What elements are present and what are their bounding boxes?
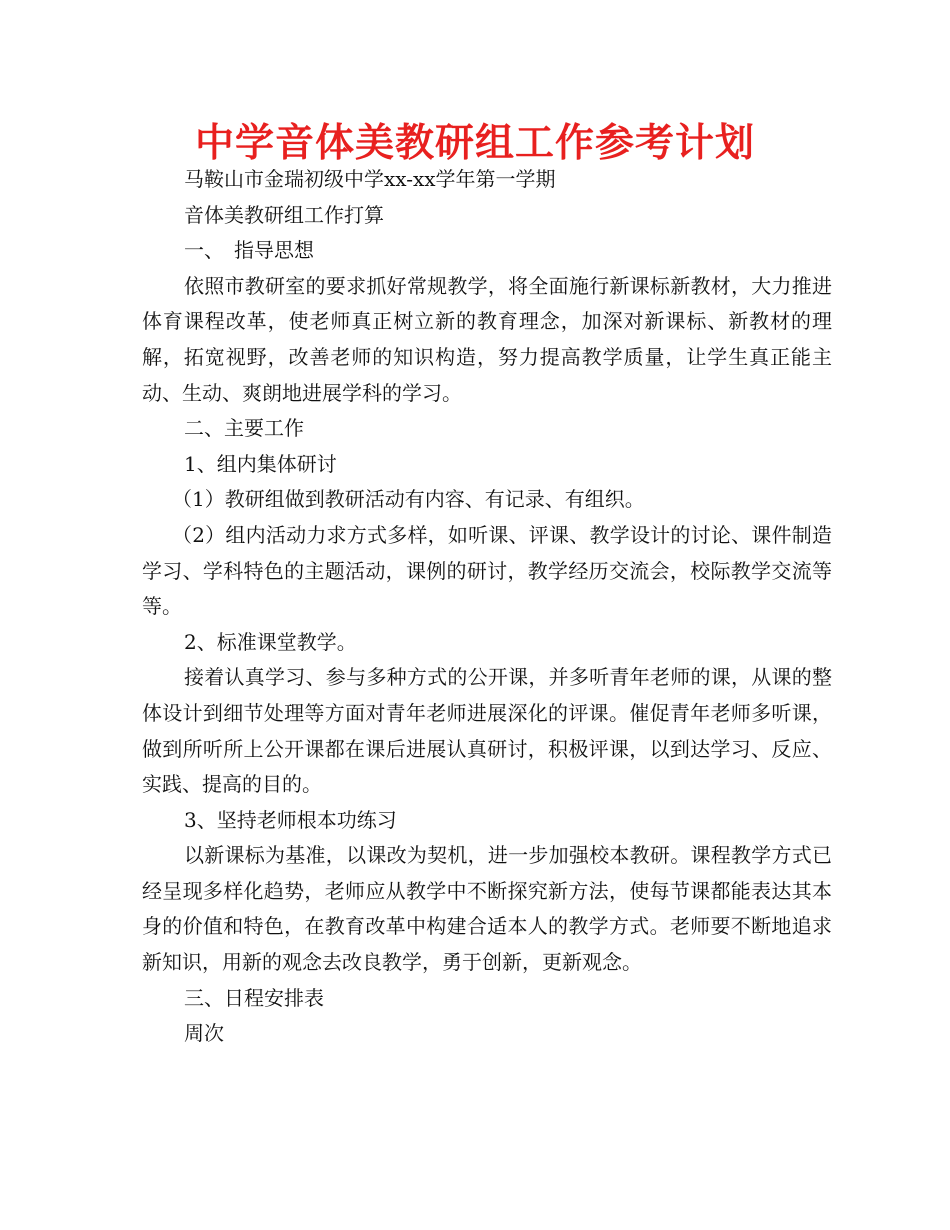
item-2-heading: 2、标准课堂教学。 (184, 629, 357, 654)
section-1-title: 指导思想 (234, 238, 314, 263)
section-1-heading (142, 233, 832, 269)
section-3-heading: 三、日程安排表 (184, 985, 324, 1010)
document-title: 中学音体美教研组工作参考计划 (194, 121, 755, 166)
subtitle-school-term: 马鞍山市金瑞初级中学xx-xx学年第一学期 (184, 167, 556, 191)
item-3-heading: 3、坚持老师根本功练习 (184, 807, 397, 832)
item-1-sub-1: （1）教研组做到教研活动有内容、有记录、有组织。 (172, 487, 645, 512)
document-body (142, 162, 832, 1052)
section-1-paragraph: 依照市教研室的要求抓好常规教学，将全面施行新课标新教材，大力推进体育课程改革，使老师真正树立新的教育理念，加深对新课标、新教材的理解，拓宽视野，改善老师的知识构造，努力提高教学质量，让学生真正能主动、生动、爽朗地进展学科的学习。 (142, 273, 832, 405)
item-1-sub-2: （2）组内活动力求方式多样，如听课、评课、教学设计的讨论、课件制造学习、学科特色的主题活动，课例的研讨，教学经历交流会，校际教学交流等等。 (142, 522, 832, 619)
item-2-paragraph: 接着认真学习、参与多种方式的公开课，并多听青年老师的课，从课的整体设计到细节处理等方面对青年老师进展深化的评课。催促青年老师多听课，做到所听所上公开课都在课后进展认真研讨，积极评课，以到达学习、反应、实践、提高的目的。 (142, 665, 832, 797)
subtitle-plan-name: 音体美教研组工作打算 (184, 202, 384, 227)
section-1-number: 一、 (184, 238, 224, 263)
section-2-heading: 二、主要工作 (184, 416, 304, 441)
item-3-paragraph: 以新课标为基准，以课改为契机，进一步加强校本教研。课程教学方式已经呈现多样化趋势，老师应从教学中不断探究新方法，使每节课都能表达其本身的价值和特色，在教育改革中构建合适本人的教学方式。老师要不断地追求新知识，用新的观念去改良教学，勇于创新，更新观念。 (142, 843, 832, 975)
item-1-heading: 1、组内集体研讨 (184, 451, 337, 476)
schedule-table-header-week: 周次 (184, 1021, 224, 1046)
